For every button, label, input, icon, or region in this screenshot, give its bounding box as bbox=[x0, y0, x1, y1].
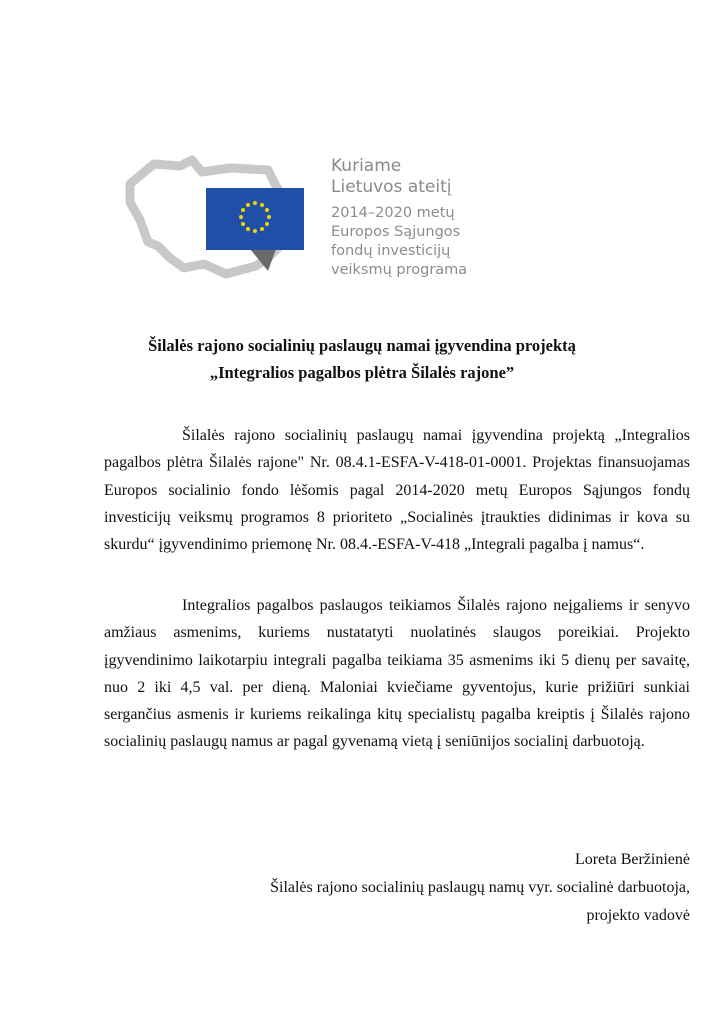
body-paragraph-2 bbox=[104, 592, 690, 756]
lithuania-map-flag-icon bbox=[118, 150, 318, 290]
signature-block bbox=[270, 846, 690, 930]
paragraph-1-text: Šilalės rajono socialinių paslaugų namai įgyvendina projektą „Integralios pagalbos plėtra Šilalės rajone" Nr. 08.4.1-ESFA-V-418-01-0001. Projektas finansuojamas Europos socialinio fondo lėšomis pagal 2014-2020 metų Europos Sąjungos fondų investicijų veiksmų programos 8 prioriteto „Socialinės įtraukties didinimas ir kova su skurdu“ įgyvendinimo priemonę Nr. 08.4.-ESFA-V-418 „Integrali pagalba į namus“. bbox=[104, 427, 690, 554]
signature-title: Šilalės rajono socialinių paslaugų namų vyr. socialinė darbuotoja, bbox=[270, 879, 690, 896]
body-paragraph-1 bbox=[104, 422, 690, 558]
signature-name: Loreta Beržinienė bbox=[574, 851, 690, 868]
eu-funds-logo bbox=[118, 150, 478, 290]
logo-line-3: 2014–2020 metų bbox=[331, 205, 455, 221]
logo-line-4: Europos Sąjungos bbox=[331, 224, 461, 240]
document-title-line-2: „Integralios pagalbos plėtra Šilalės rajone” bbox=[209, 363, 515, 382]
logo-line-6: veiksmų programa bbox=[331, 262, 468, 278]
logo-line-5: fondų investicijų bbox=[331, 243, 451, 259]
logo-line-2: Lietuvos ateitį bbox=[331, 177, 452, 197]
logo-text bbox=[331, 156, 467, 280]
signature-role: projekto vadovė bbox=[586, 907, 690, 924]
document-title-line-1: Šilalės rajono socialinių paslaugų namai įgyvendina projektą bbox=[148, 336, 576, 355]
paragraph-2-text: Integralios pagalbos paslaugos teikiamos Šilalės rajono neįgaliems ir senyvo amžiaus asmenims, kuriems nustatatyti nuolatinės slaugos poreikiai. Projekto įgyvendinimo laikotarpiu integrali pagalba teikiama 35 asmenims iki 5 dienų per savaitę, nuo 2 iki 4,5 val. per dieną. Maloniai kviečiame gyventojus, kurie prižiūri sunkiai sergančius asmenis ir kuriems reikalinga kitų specialistų pagalba kreiptis į Šilalės rajono socialinių paslaugų namus ar pagal gyvenamą vietą į seniūnijos socialinį darbuotoją. bbox=[104, 597, 690, 751]
logo-line-1: Kuriame bbox=[331, 156, 402, 176]
